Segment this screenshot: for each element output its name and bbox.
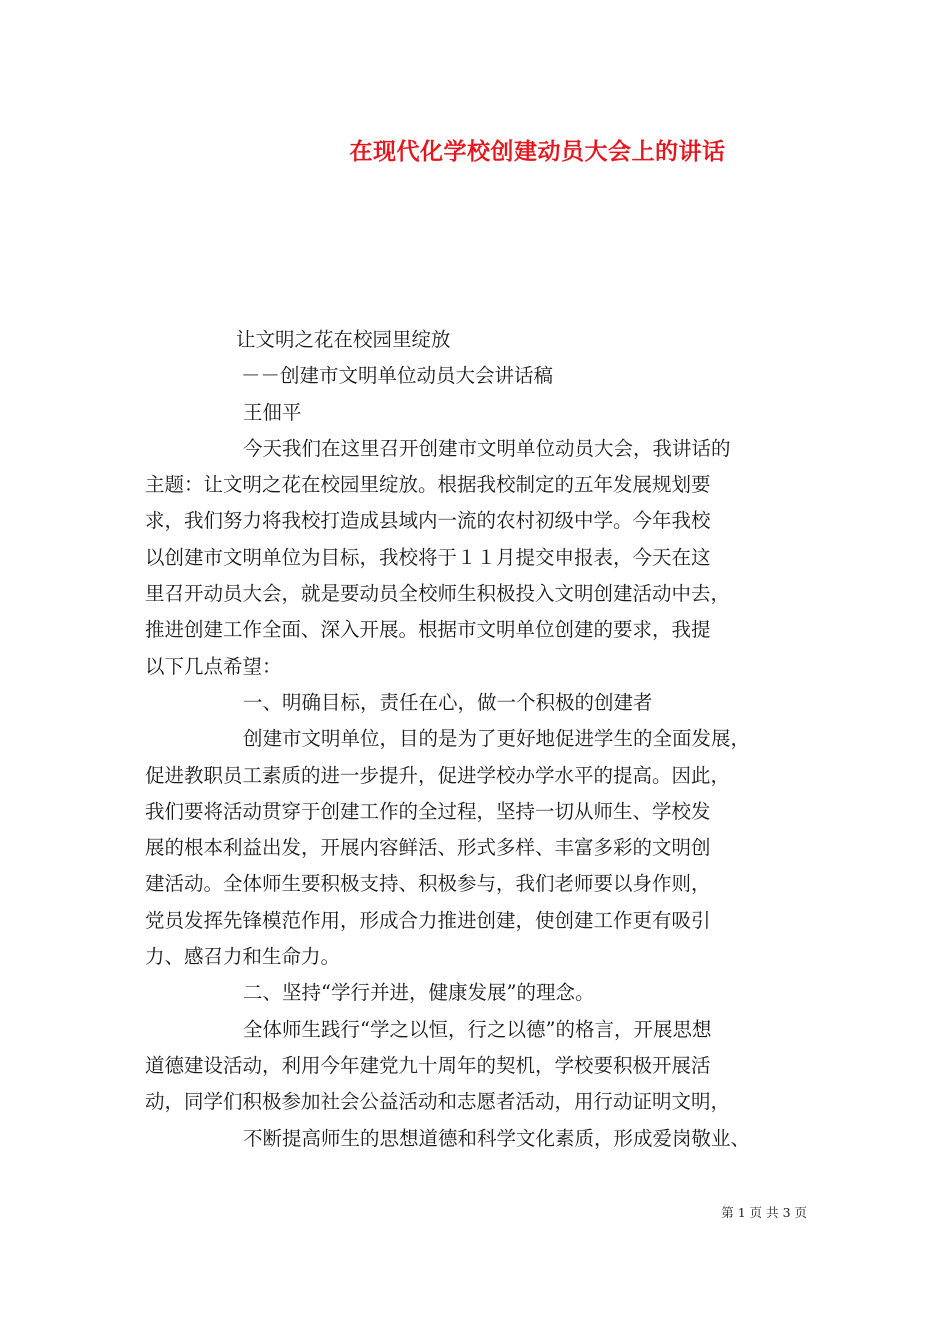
paragraph-line: 全体师生践行“学之以恒，行之以德”的格言，开展思想 xyxy=(243,1017,712,1041)
paragraph-line: 力、感召力和生命力。 xyxy=(145,945,341,969)
paragraph-line: 创建市文明单位，目的是为了更好地促进学生的全面发展， xyxy=(243,727,751,751)
paragraph-line: 党员发挥先锋模范作用，形成合力推进创建，使创建工作更有吸引 xyxy=(145,908,711,932)
paragraph-line: 建活动。全体师生要积极支持、积极参与，我们老师要以身作则， xyxy=(145,872,711,896)
paragraph-line: 动，同学们积极参加社会公益活动和志愿者活动，用行动证明文明， xyxy=(145,1090,731,1114)
section-heading: 二、坚持“学行并进，健康发展”的理念。 xyxy=(243,981,595,1005)
paragraph-line: 不断提高师生的思想道德和科学文化素质，形成爱岗敬业、 xyxy=(243,1126,751,1150)
paragraph-line: 道德建设活动，利用今年建党九十周年的契机，学校要积极开展活 xyxy=(145,1053,711,1077)
document-title: 在现代化学校创建动员大会上的讲话 xyxy=(349,138,726,165)
document-subheading: －－创建市文明单位动员大会讲话稿 xyxy=(241,364,554,388)
document-heading: 让文明之花在校园里绽放 xyxy=(236,328,451,351)
paragraph-line: 展的根本利益出发，开展内容鲜活、形式多样、丰富多彩的文明创 xyxy=(145,836,711,860)
document-author: 王佃平 xyxy=(243,400,302,424)
paragraph-line: 今天我们在这里召开创建市文明单位动员大会，我讲话的 xyxy=(243,436,731,460)
page-footer: 第 1 页 共 3 页 xyxy=(721,1205,807,1220)
paragraph-line: 推进创建工作全面、深入开展。根据市文明单位创建的要求，我提 xyxy=(145,618,711,642)
paragraph-line: 里召开动员大会，就是要动员全校师生积极投入文明创建活动中去， xyxy=(145,582,731,606)
paragraph-line: 求，我们努力将我校打造成县域内一流的农村初级中学。今年我校 xyxy=(145,509,711,533)
paragraph-line: 以创建市文明单位为目标，我校将于１１月提交申报表，今天在这 xyxy=(145,545,711,569)
section-heading: 一、明确目标，责任在心，做一个积极的创建者 xyxy=(243,690,653,714)
document-body xyxy=(145,322,820,1157)
paragraph-line: 以下几点希望： xyxy=(145,654,282,678)
paragraph-line: 主题：让文明之花在校园里绽放。根据我校制定的五年发展规划要 xyxy=(145,473,711,497)
paragraph-line: 促进教职员工素质的进一步提升，促进学校办学水平的提高。因此， xyxy=(145,763,731,787)
paragraph-line: 我们要将活动贯穿于创建工作的全过程，坚持一切从师生、学校发 xyxy=(145,799,711,823)
